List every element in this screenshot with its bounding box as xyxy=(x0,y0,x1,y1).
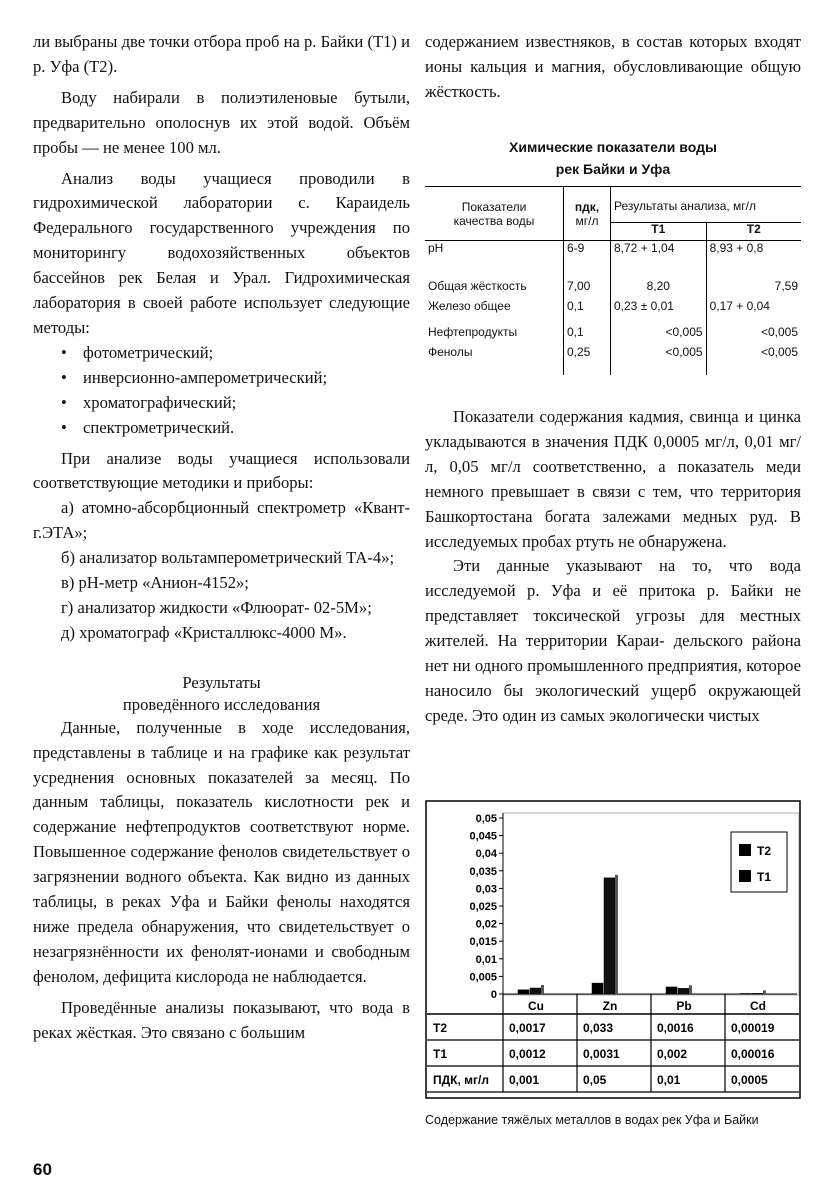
device-item: д) хроматограф «Кристаллюкс-4000 М». xyxy=(61,622,347,642)
y-tick-label: 0,025 xyxy=(469,901,497,913)
figure-caption: Содержание тяжёлых металлов в водах рек Уфа и Байки xyxy=(425,1113,759,1127)
table-row: Общая жёсткость 7,00 8,20 7,59 xyxy=(425,279,801,299)
data-cell: 0,01 xyxy=(657,1073,681,1087)
data-cell: 0,00019 xyxy=(731,1021,775,1035)
table-row: Железо общее 0,1 0,23 ± 0,01 0,17 + 0,04 xyxy=(425,299,801,325)
x-tick-label: Cu xyxy=(528,999,544,1013)
right-column-bottom xyxy=(425,405,801,729)
bar-t2-cu xyxy=(530,988,541,994)
column-header: пдк, мг/л xyxy=(564,187,611,241)
data-cell: 0,0005 xyxy=(731,1073,768,1087)
paragraph: Проведённые анализы показывают, что вода в реках жёсткая. Это связано с большим xyxy=(33,997,410,1042)
paragraph: ли выбраны две точки отбора проб на р. Байки (Т1) и р. Уфа (Т2). xyxy=(33,32,410,76)
column-header: Т2 xyxy=(706,222,801,240)
bar-t1-pb xyxy=(666,987,677,994)
device-item: б) анализатор вольтамперометрический ТА-4»; xyxy=(61,548,395,568)
column-header: Результаты анализа, мг/л xyxy=(611,187,802,223)
bar-t2-cd xyxy=(752,993,763,994)
table-row: Нефтепродукты 0,1 <0,005 <0,005 xyxy=(425,325,801,345)
y-tick-label: 0,01 xyxy=(475,953,497,966)
data-row-label: ПДК, мг/л xyxy=(433,1073,489,1087)
paragraph: При анализе воды учащиеся использовали соответствующие методики и приборы: xyxy=(33,448,410,493)
y-tick-label: 0,045 xyxy=(469,830,497,843)
table-row: Фенолы 0,25 <0,005 <0,005 xyxy=(425,345,801,375)
bar-t2-pb xyxy=(678,988,689,994)
y-tick-label: 0,015 xyxy=(469,936,497,949)
list-item: • фотометрический; xyxy=(33,341,410,366)
list-item: • спектрометрический. xyxy=(33,416,410,441)
bar-side xyxy=(615,875,618,994)
legend-label: Т2 xyxy=(757,844,772,858)
paragraph: Эти данные указывают на то, что вода исследуемой р. Уфа и её притока р. Байки не представляет токсической угрозы для местных жителей. На территории Караи- дельского района нет ни одного промышленного предприятия, которое наносило бы экологический ущерб окружающей среде. Это один из самых экологически чистых xyxy=(425,556,801,725)
legend-swatch xyxy=(739,844,751,856)
list-item: • инверсионно-амперометрический; xyxy=(33,366,410,391)
bar-t2-zn xyxy=(604,878,615,994)
chemistry-table xyxy=(425,186,801,375)
y-tick-label: 0,04 xyxy=(475,848,497,861)
device-item: в) рН-метр «Анион-4152»; xyxy=(61,573,249,593)
table-row: pH 6-9 8,72 + 1,04 8,93 + 0,8 xyxy=(425,241,801,280)
data-cell: 0,0017 xyxy=(509,1021,546,1035)
table-title: Химические показатели воды рек Байки и Уфа xyxy=(509,139,717,177)
x-tick-label: Cd xyxy=(750,999,766,1013)
methods-list xyxy=(33,341,410,441)
data-cell: 0,05 xyxy=(583,1073,607,1087)
left-column xyxy=(33,30,410,1046)
data-cell: 0,00016 xyxy=(731,1047,775,1061)
paragraph: Анализ воды учащиеся проводили в гидрохимической лаборатории с. Караидель Федерального государственного учреждения по мониторингу водохозяйственных объектов бассейнов рек Белая и Урал. Гидрохимическая лаборатория в своей работе использует следующие методы: xyxy=(33,168,410,337)
y-tick-label: 0,03 xyxy=(475,883,497,896)
paragraph: Воду набирали в полиэтиленовые бутыли, предварительно ополоснув их этой водой. Объём пробы — не менее 100 мл. xyxy=(33,87,410,157)
paragraph: Показатели содержания кадмия, свинца и цинка укладываются в значения ПДК 0,0005 мг/л, 0,01 мг/л, 0,05 мг/л соответственно, а показатель меди немного превышает в связи с тем, что территория Башкортостана богата залежами медных руд. В исследуемых пробах ртуть не обнаружена. xyxy=(425,407,801,551)
data-row-label: Т2 xyxy=(433,1021,448,1035)
y-tick-label: 0,02 xyxy=(475,918,497,931)
data-cell: 0,001 xyxy=(509,1073,540,1087)
x-tick-label: Pb xyxy=(676,999,692,1013)
y-tick-label: 0,005 xyxy=(469,971,497,984)
y-tick-label: 0,035 xyxy=(469,865,497,878)
bar-t1-zn xyxy=(592,983,603,994)
bar-t1-cu xyxy=(518,990,529,994)
legend-swatch xyxy=(739,870,751,882)
list-item: • хроматографический; xyxy=(33,391,410,416)
paragraph: Данные, полученные в ходе исследования, представлены в таблице и на графике как результат усреднения основных показателей за месяц. По данным таблицы, показатель кислотности рек и содержание нефтепродуктов соответствуют норме. Повышенное содержание фенолов свидетельствует о загрязнении водного объекта. Как видно из данных таблицы, в реках Уфа и Байки фенолы находятся ниже предела обнаружения, что свидетельствует о незагрязнённости их фенолят-ионами и свободным фенолом, дефицита кислорода не наблюдается. xyxy=(33,717,410,986)
section-heading: Результаты проведённого исследования xyxy=(122,672,321,714)
bar-side xyxy=(541,985,544,994)
data-cell: 0,002 xyxy=(657,1047,688,1061)
y-tick-label: 0,05 xyxy=(475,813,497,825)
data-row-label: Т1 xyxy=(433,1047,448,1061)
y-tick-label: 0 xyxy=(490,989,497,1001)
x-tick-label: Zn xyxy=(602,999,618,1013)
device-item: а) атомно-абсорбционный спектрометр «Квант-г.ЭТА»; xyxy=(33,498,410,543)
data-cell: 0,033 xyxy=(583,1021,614,1035)
column-header: Показатели качества воды xyxy=(425,187,564,241)
right-column-top xyxy=(425,30,801,105)
data-cell: 0,0031 xyxy=(583,1047,620,1061)
data-cell: 0,0012 xyxy=(509,1047,546,1061)
page-number: 60 xyxy=(33,1160,52,1179)
column-header: Т1 xyxy=(611,222,707,240)
paragraph: содержанием известняков, в состав которых входят ионы кальция и магния, обусловливающие общую жёсткость. xyxy=(425,32,801,101)
bar-side xyxy=(689,985,692,994)
device-item: г) анализатор жидкости «Флюорат- 02-5М»; xyxy=(61,597,372,617)
legend-label: Т1 xyxy=(757,870,772,884)
bar-side xyxy=(763,990,766,994)
data-cell: 0,0016 xyxy=(657,1021,694,1035)
heavy-metals-chart xyxy=(425,800,801,1100)
bar-t1-cd xyxy=(740,993,751,994)
chart-svg xyxy=(425,800,801,1100)
